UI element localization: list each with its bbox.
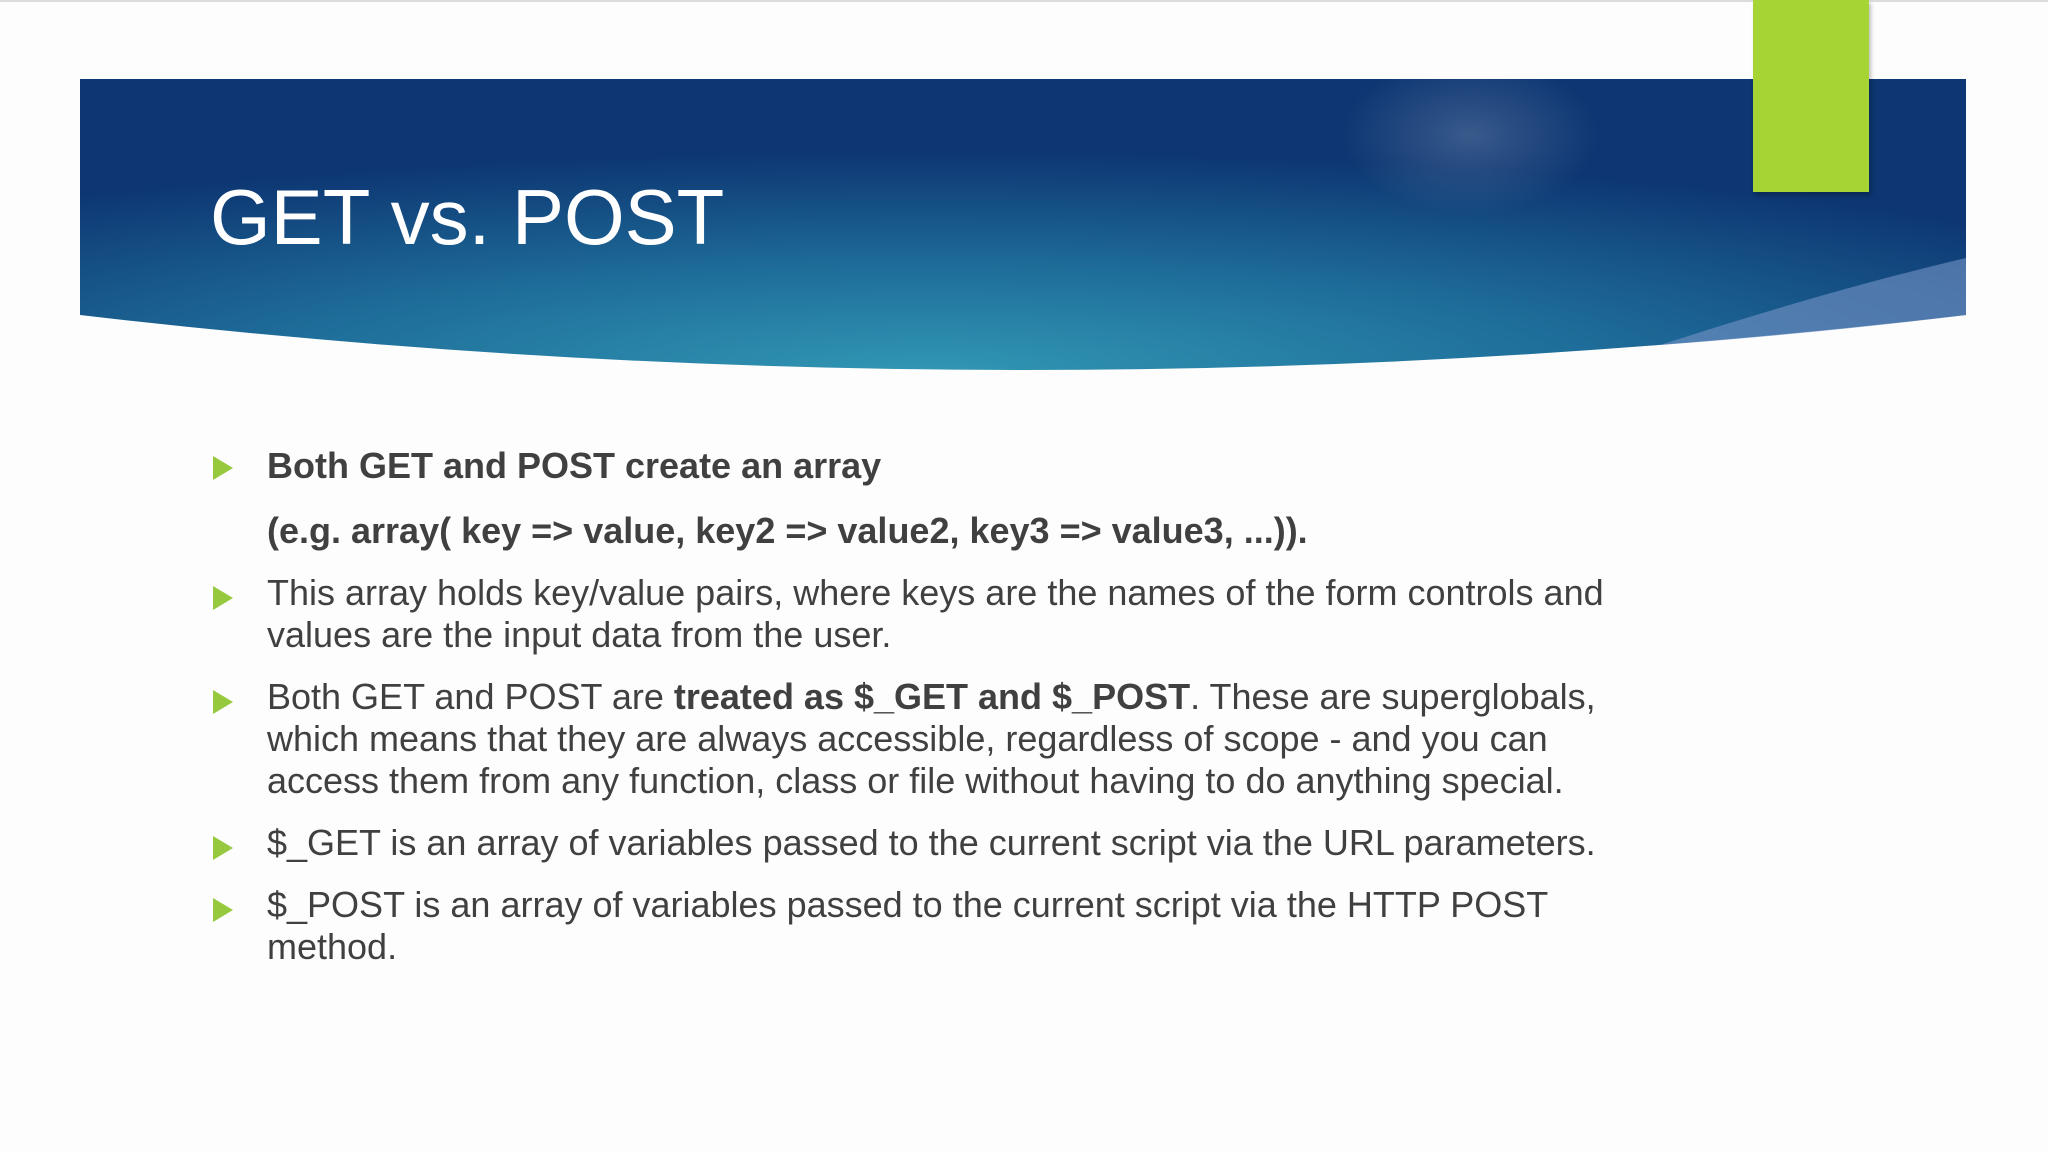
bullet-item <box>210 822 1660 864</box>
triangle-bullet-icon <box>213 690 233 714</box>
bullet-item <box>210 442 1660 555</box>
triangle-bullet-icon <box>213 836 233 860</box>
bullet-text: Both GET and POST create an array <box>267 445 882 486</box>
bullet-text-end: . These are superglobals, which means that they are always accessible, regardless of scope - and you can access them from any function, class or file without having to do anything special. <box>267 676 1596 801</box>
bullet-text: This array holds key/value pairs, where keys are the names of the form controls and values are the input data from the user. <box>267 572 1604 655</box>
bullet-text: $_GET is an array of variables passed to the current script via the URL parameters. <box>267 822 1596 863</box>
bullet-example-text: (e.g. array( key => value, key2 => value2, key3 => value3, ...)). <box>267 510 1308 551</box>
bullet-text-bold: treated as $_GET and $_POST <box>673 676 1191 717</box>
bullet-item <box>210 884 1660 968</box>
triangle-bullet-icon <box>213 586 233 610</box>
bullet-text-start: Both GET and POST are <box>267 676 674 717</box>
slide-title: GET vs. POST <box>210 173 725 261</box>
bullet-text: $_POST is an array of variables passed to the current script via the HTTP POST method. <box>267 884 1548 967</box>
bullet-item <box>210 572 1660 656</box>
bullet-list <box>210 442 1660 968</box>
accent-bar <box>1753 0 1869 192</box>
bullet-item <box>210 676 1660 802</box>
triangle-bullet-icon <box>213 456 233 480</box>
triangle-bullet-icon <box>213 898 233 922</box>
